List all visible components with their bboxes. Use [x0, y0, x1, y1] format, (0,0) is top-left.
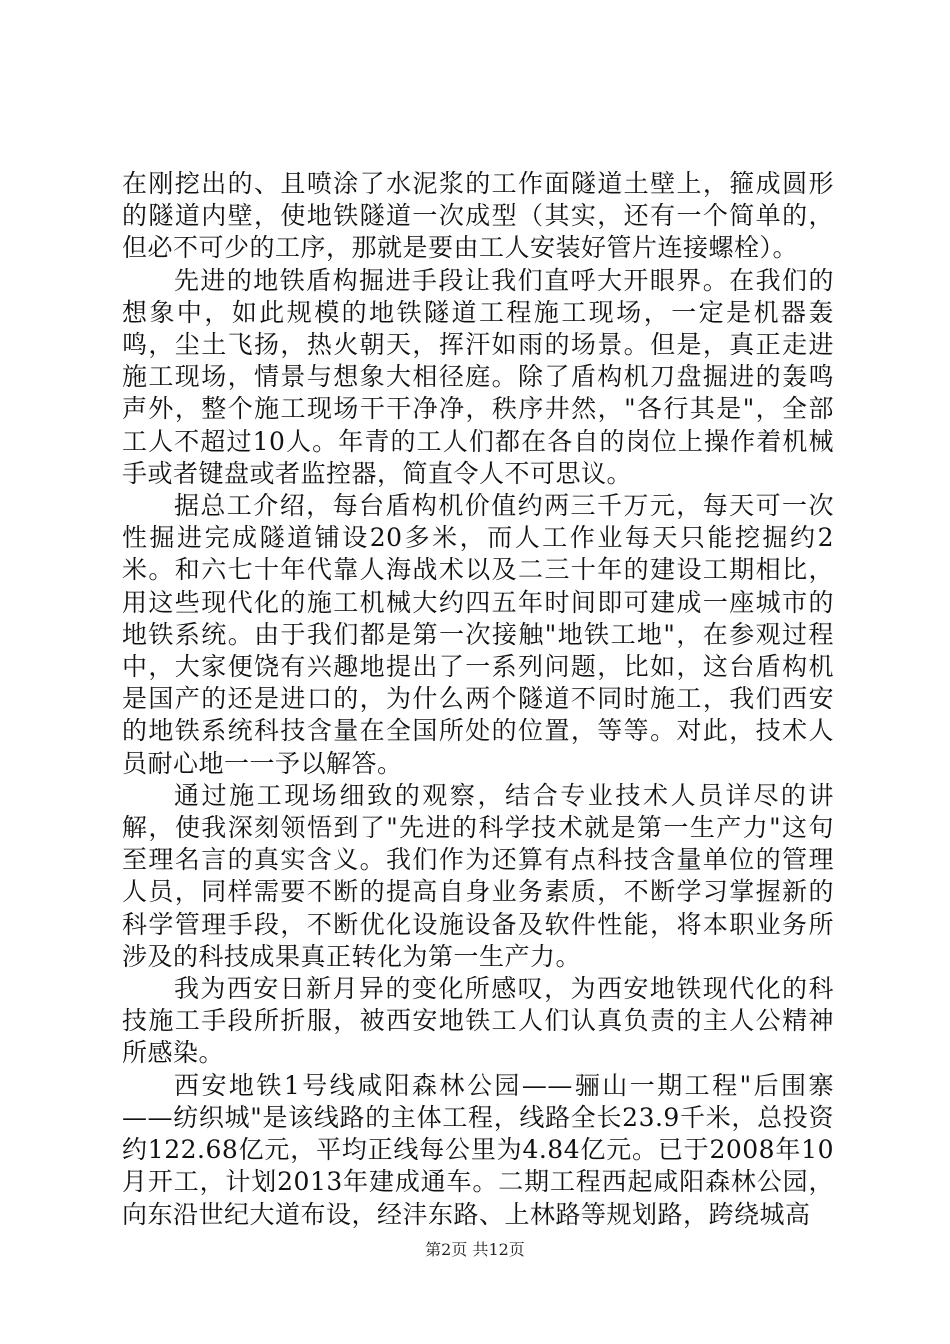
document-body [122, 168, 834, 1231]
paragraph-1: 在刚挖出的、且喷涂了水泥浆的工作面隧道土壁上，箍成圆形的隧道内壁，使地铁隧道一次成型（其实，还有一个简单的，但必不可少的工序，那就是要由工人安装好管片连接螺栓）。 [122, 169, 834, 263]
paragraph-4: 通过施工现场细致的观察，结合专业技术人员详尽的讲解，使我深刻领悟到了"先进的科学技术就是第一生产力"这句至理名言的真实含义。我们作为还算有点科技含量单位的管理人员，同样需要不断的提高自身业务素质，不断学习掌握新的科学管理手段，不断优化设施设备及软件性能，将本职业务所涉及的科技成果真正转化为第一生产力。 [122, 780, 834, 971]
page-footer: 第2页 共12页 [425, 1240, 525, 1259]
paragraph-2: 先进的地铁盾构掘进手段让我们直呼大开眼界。在我们的想象中，如此规模的地铁隧道工程施工现场，一定是机器轰鸣，尘土飞扬，热火朝天，挥汗如雨的场景。但是，真正走进施工现场，情景与想象大相径庭。除了盾构机刀盘掘进的轰鸣声外，整个施工现场干干净净，秩序井然，"各行其是"，全部工人不超过10人。年青的工人们都在各自的岗位上操作着机械手或者键盘或者监控器，简直令人不可思议。 [122, 265, 834, 488]
paragraph-3: 据总工介绍，每台盾构机价值约两三千万元，每天可一次性掘进完成隧道铺设20多米，而人工作业每天只能挖掘约2米。和六七十年代靠人海战术以及二三十年的建设工期相比，用这些现代化的施工机械大约四五年时间即可建成一座城市的地铁系统。由于我们都是第一次接触"地铁工地"，在参观过程中，大家便饶有兴趣地提出了一系列问题，比如，这台盾构机是国产的还是进口的，为什么两个隧道不同时施工，我们西安的地铁系统科技含量在全国所处的位置，等等。对此，技术人员耐心地一一予以解答。 [122, 491, 834, 778]
paragraph-5: 我为西安日新月异的变化所感叹，为西安地铁现代化的科技施工手段所折服，被西安地铁工人们认真负责的主人公精神所感染。 [122, 974, 834, 1068]
paragraph-6: 西安地铁1号线咸阳森林公园——骊山一期工程"后围寨——纺织城"是该线路的主体工程，线路全长23.9千米，总投资约122.68亿元，平均正线每公里为4.84亿元。已于2008年10月开工，计划2013年建成通车。二期工程西起咸阳森林公园，向东沿世纪大道布设，经沣东路、上林路等规划路，跨绕城高 [122, 1070, 834, 1229]
